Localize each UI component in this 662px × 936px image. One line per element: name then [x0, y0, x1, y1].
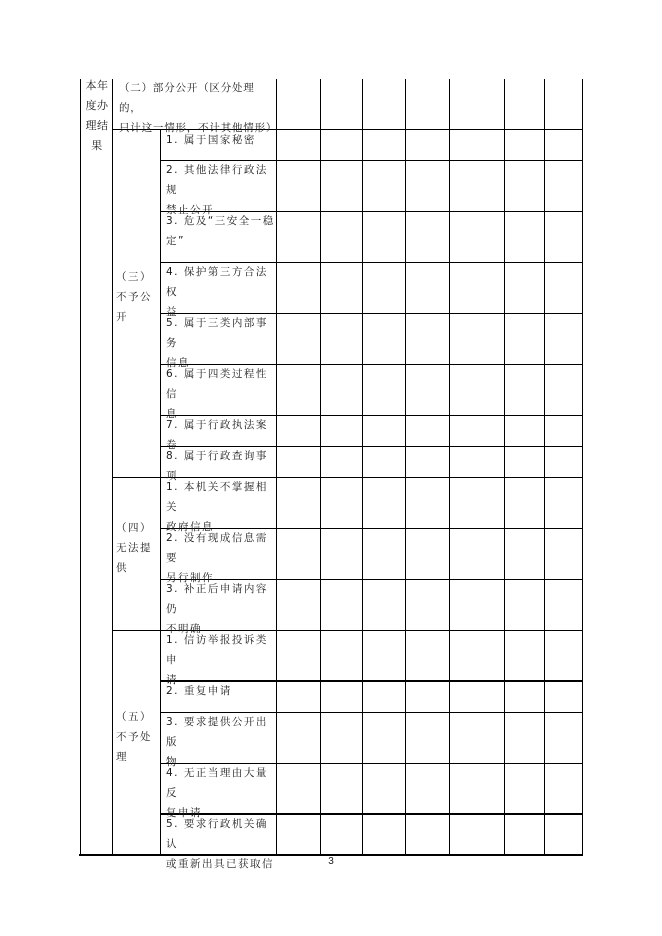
- group-label-not-disclosed: （三） 不予公 开: [116, 271, 152, 323]
- partial-disclosure-cell: （二）部分公开（区分处理的， 只计这一情形，不计其他情形）: [119, 82, 278, 134]
- section-header-cell: 本年 度办 理结 果: [85, 79, 109, 152]
- list-item: 2. 没有现成信息需要 另行制作: [166, 532, 268, 584]
- list-item: 1. 属于国家秘密: [166, 134, 256, 146]
- list-item: 4. 保护第三方合法权 益: [166, 266, 268, 318]
- group-label-not-processed: （五） 不予处 理: [116, 711, 152, 763]
- list-item: 6. 属于四类过程性信 息: [166, 368, 268, 420]
- list-item: 5. 要求行政机关确认 或重新出具已获取信: [166, 818, 274, 870]
- list-item: 5. 属于三类内部事务 信息: [166, 317, 268, 369]
- list-item: 2. 其他法律行政法规 禁止公开: [166, 164, 268, 216]
- group-label-unable-to-provide: （四） 无法提 供: [116, 522, 152, 574]
- list-item: 3. 补正后申请内容仍 不明确: [166, 583, 268, 635]
- list-item: 3. 要求提供公开出版 物: [166, 716, 268, 768]
- list-item: 1. 信访举报投诉类申 请: [166, 634, 268, 686]
- list-item: 8. 属于行政查询事项: [166, 450, 268, 482]
- list-item: 1. 本机关不掌握相关 政府信息: [166, 481, 268, 533]
- list-item: 7. 属于行政执法案卷: [166, 419, 268, 451]
- page-number: 3: [328, 856, 334, 867]
- list-item: 4. 无正当理由大量反 复申请: [166, 767, 268, 819]
- list-item: 2. 重复申请: [166, 685, 232, 697]
- list-item: 3. 危及“三安全一稳 定”: [166, 215, 275, 247]
